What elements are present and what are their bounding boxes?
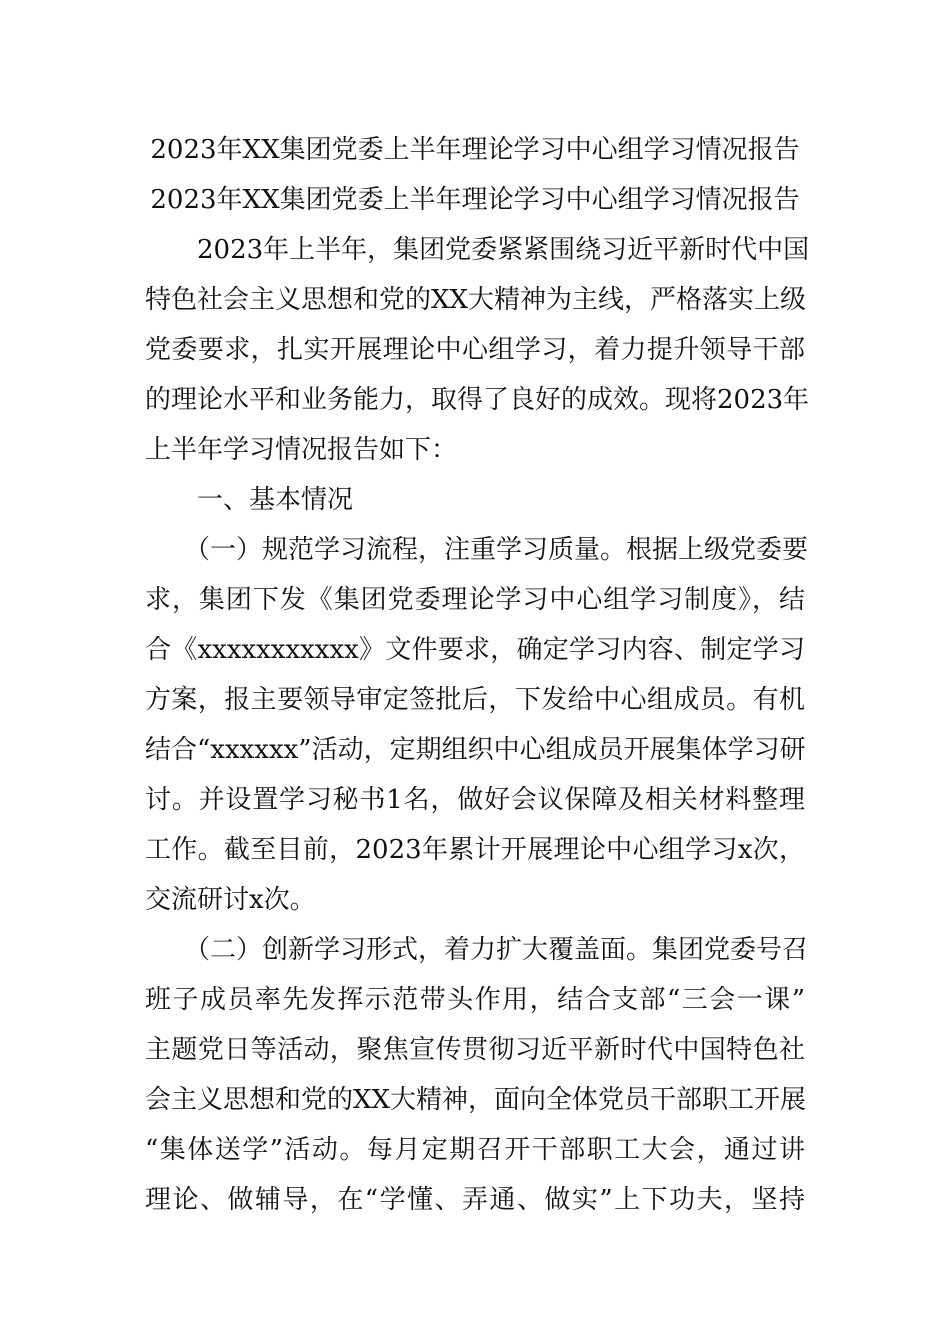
document-title-repeat: 2023年XX集团党委上半年理论学习中心组学习情况报告 <box>150 185 800 215</box>
body-paragraph-line: 会主义思想和党的XX大精神，面向全体党员干部职工开展 <box>145 1085 807 1115</box>
intro-paragraph-line: 上半年学习情况报告如下： <box>145 435 458 465</box>
body-paragraph-line: 合《xxxxxxxxxxx》文件要求，确定学习内容、制定学习 <box>145 635 805 665</box>
body-paragraph-line: 理论、做辅导，在“学懂、弄通、做实”上下功夫，坚持 <box>145 1185 805 1215</box>
section-heading: 一、基本情况 <box>145 485 354 515</box>
body-paragraph-line: 讨。并设置学习秘书1名，做好会议保障及相关材料整理 <box>145 785 805 815</box>
body-paragraph-line: 求，集团下发《集团党委理论学习中心组学习制度》，结 <box>145 585 805 615</box>
intro-paragraph-line: 特色社会主义思想和党的XX大精神为主线，严格落实上级 <box>145 285 807 315</box>
body-paragraph-line: 交流研讨x次。 <box>145 885 316 915</box>
document-title: 2023年XX集团党委上半年理论学习中心组学习情况报告 <box>150 135 800 165</box>
body-paragraph-line: 工作。截至目前，2023年累计开展理论中心组学习x次， <box>145 835 805 865</box>
body-paragraph-line: 主题党日等活动，聚焦宣传贯彻习近平新时代中国特色社 <box>145 1035 805 1065</box>
body-paragraph-line: 结合“xxxxxx”活动，定期组织中心组成员开展集体学习研 <box>145 735 806 765</box>
body-paragraph-line: （一）规范学习流程，注重学习质量。根据上级党委要 <box>145 535 809 565</box>
body-paragraph-line: 班子成员率先发挥示范带头作用，结合支部“三会一课” <box>145 985 805 1015</box>
intro-paragraph-line: 2023年上半年，集团党委紧紧围绕习近平新时代中国 <box>145 235 810 265</box>
intro-paragraph-line: 党委要求，扎实开展理论中心组学习，着力提升领导干部 <box>145 335 805 365</box>
body-paragraph-line: 方案，报主要领导审定签批后，下发给中心组成员。有机 <box>145 685 805 715</box>
intro-paragraph-line: 的理论水平和业务能力，取得了良好的成效。现将2023年 <box>145 385 810 415</box>
body-paragraph-line: “集体送学”活动。每月定期召开干部职工大会，通过讲 <box>145 1135 805 1165</box>
body-paragraph-line: （二）创新学习形式，着力扩大覆盖面。集团党委号召 <box>145 935 809 965</box>
